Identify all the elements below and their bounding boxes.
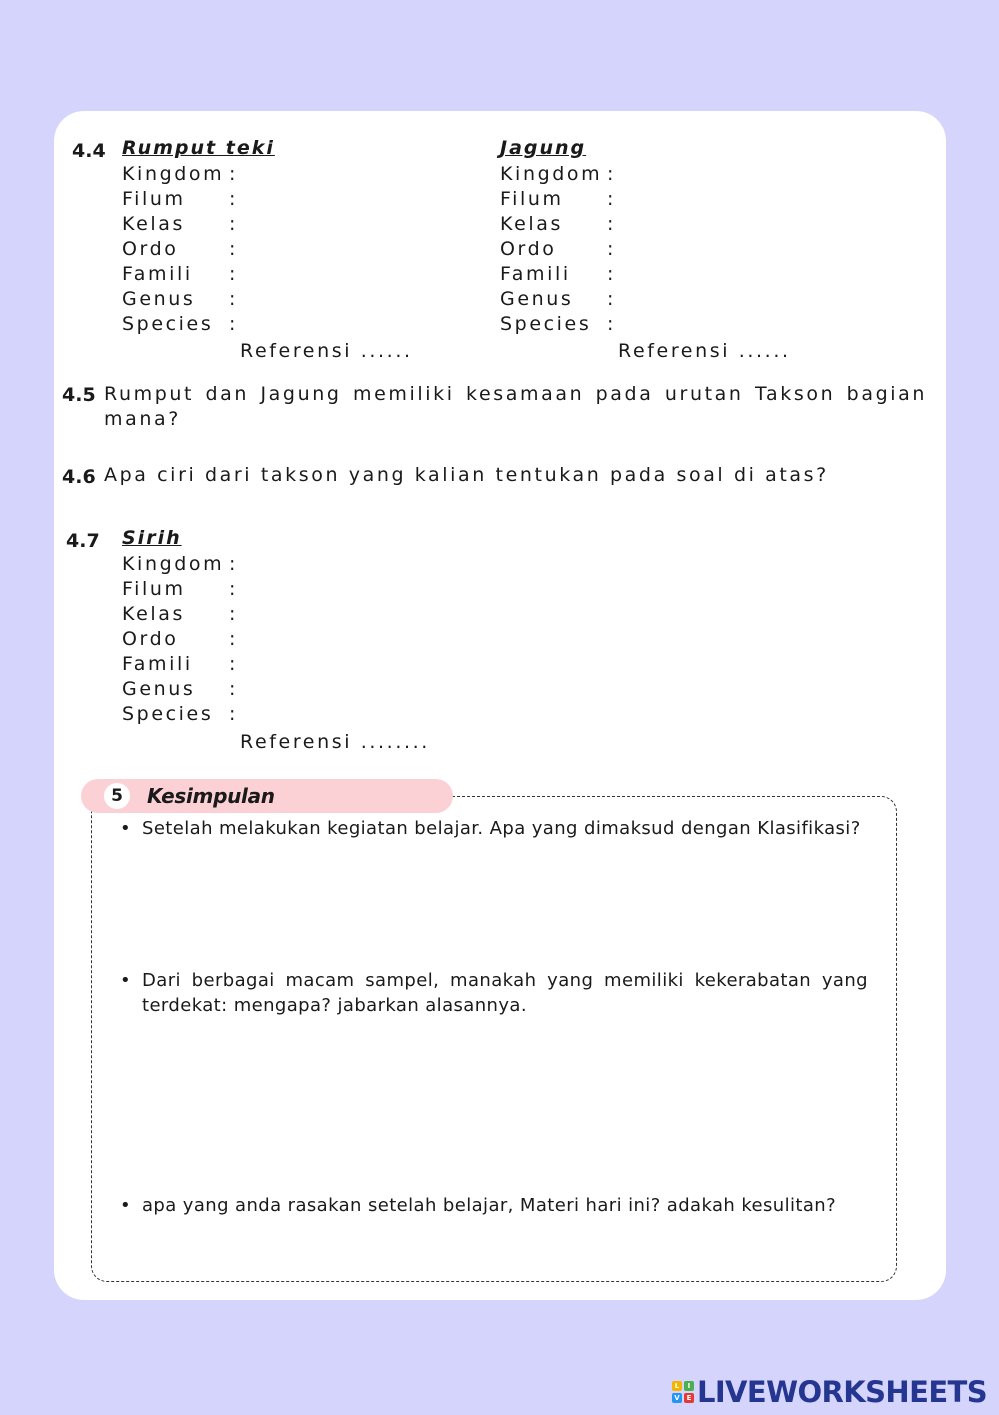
logo-text: LIVEWORKSHEETS (696, 1375, 987, 1409)
bullet-icon: • (120, 818, 132, 839)
bullet-icon: • (120, 1195, 132, 1216)
bullet-icon: • (120, 970, 132, 991)
liveworksheets-logo-icon: L I V E (672, 1381, 694, 1403)
list-item (120, 968, 868, 1018)
section-number-4-5: 4.5 (62, 384, 96, 406)
reference-text: Referensi ...... (618, 340, 791, 362)
list-item (120, 1193, 882, 1218)
species-title-jagung: Jagung (500, 137, 587, 159)
reference-text: Referensi ...... (240, 340, 413, 362)
species-title-sirih: Sirih (122, 527, 182, 549)
conclusion-question-3: apa yang anda rasakan setelah belajar, Materi hari ini? adakah kesulitan? (142, 1195, 837, 1216)
reference-text: Referensi ........ (240, 731, 430, 753)
section-number-4-7: 4.7 (66, 530, 100, 552)
liveworksheets-logo[interactable] (672, 1374, 987, 1410)
section-title-kesimpulan: Kesimpulan (147, 784, 275, 808)
species-title-rumput-teki: Rumput teki (122, 137, 275, 159)
conclusion-question-1: Setelah melakukan kegiatan belajar. Apa yang dimaksud dengan Klasifikasi? (142, 818, 861, 839)
section-number-4-4: 4.4 (72, 140, 106, 162)
question-4-6: Apa ciri dari takson yang kalian tentukan pada soal di atas? (104, 464, 829, 486)
section-number-4-6: 4.6 (62, 466, 96, 488)
list-item (120, 816, 868, 841)
conclusion-question-2: Dari berbagai macam sampel, manakah yang memiliki kekerabatan yang terdekat: mengapa? jabarkan alasannya. (142, 970, 868, 1016)
question-4-5: Rumput dan Jagung memiliki kesamaan pada urutan Takson bagian mana? (104, 383, 927, 430)
section-number-5: 5 (104, 783, 130, 809)
